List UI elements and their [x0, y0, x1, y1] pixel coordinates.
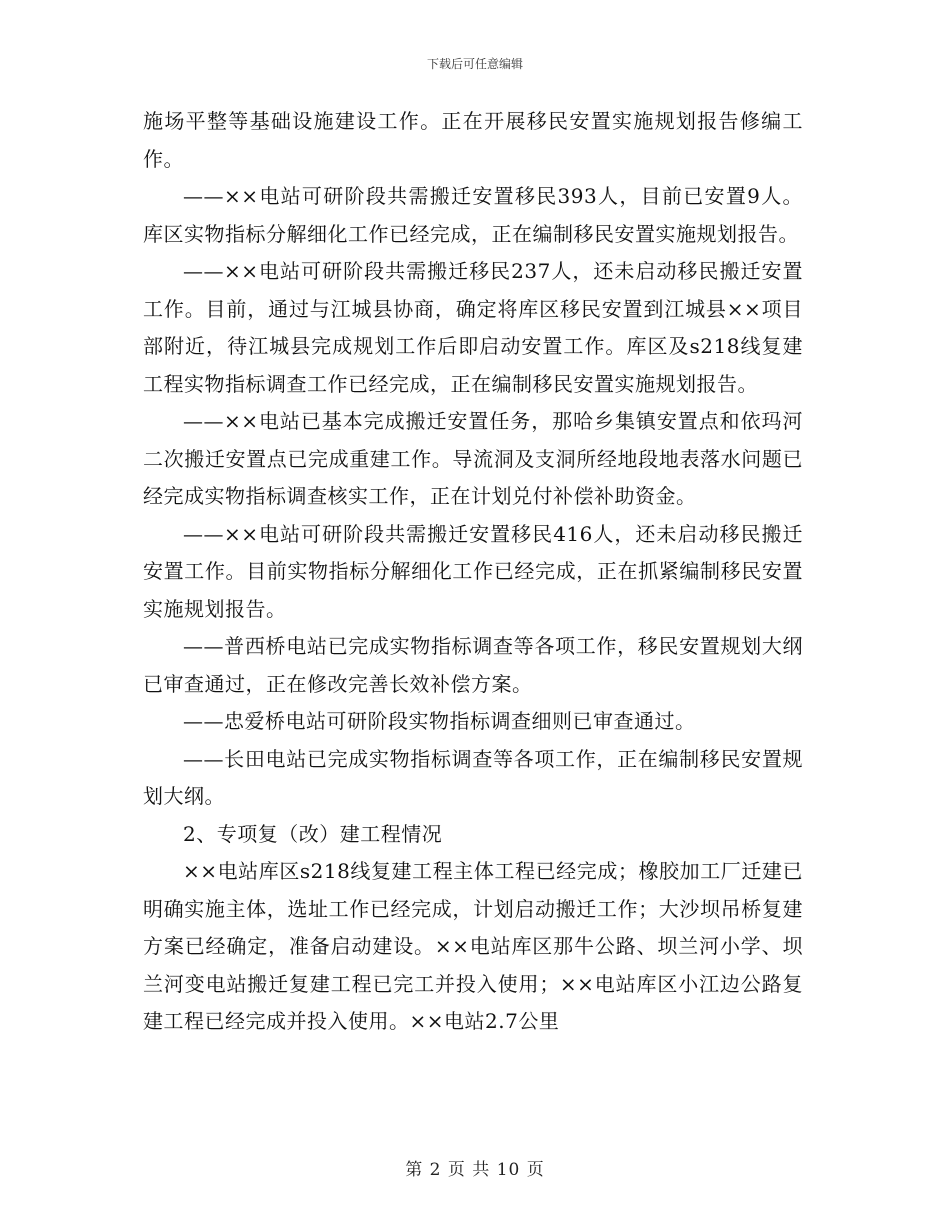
paragraph-8: ——长田电站已完成实物指标调查等各项工作，正在编制移民安置规划大纲。: [143, 746, 803, 808]
section-heading: 2、专项复（改）建工程情况: [183, 821, 443, 846]
paragraph-5: ——××电站可研阶段共需搬迁安置移民416人，还未启动移民搬迁安置工作。目前实物指标分解细化工作已经完成，正在抓紧编制移民安置实施规划报告。: [143, 521, 803, 621]
paragraph-7: ——忠爱桥电站可研阶段实物指标调查细则已审查通过。: [183, 709, 696, 733]
page-footer: 第 2 页 共 10 页: [405, 1160, 545, 1180]
paragraph-1: 施场平整等基础设施建设工作。正在开展移民安置实施规划报告修编工作。: [143, 109, 803, 171]
paragraph-3: ——××电站可研阶段共需搬迁移民237人，还未启动移民搬迁安置工作。目前，通过与江城县协商，确定将库区移民安置到江城县××项目部附近，待江城县完成规划工作后即启动安置工作。库区及s218线复建工程实物指标调查工作已经完成，正在编制移民安置实施规划报告。: [143, 259, 803, 396]
page-header: 下载后可任意编辑: [426, 57, 523, 71]
document-body: [143, 103, 803, 1041]
paragraph-4: ——××电站已基本完成搬迁安置任务，那哈乡集镇安置点和依玛河二次搬迁安置点已完成重建工作。导流洞及支洞所经地段地表落水问题已经完成实物指标调查核实工作，正在计划兑付补偿补助资金。: [143, 409, 803, 508]
paragraph-10: ××电站库区s218线复建工程主体工程已经完成；橡胶加工厂迁建已明确实施主体，选址工作已经完成，计划启动搬迁工作；大沙坝吊桥复建方案已经确定，准备启动建设。××电站库区那牛公路、坝兰河小学、坝兰河变电站搬迁复建工程已完工并投入使用；××电站库区小江边公路复建工程已经完成并投入使用。××电站2.7公里: [143, 859, 803, 1033]
paragraph-2: ——××电站可研阶段共需搬迁安置移民393人，目前已安置9人。库区实物指标分解细化工作已经完成，正在编制移民安置实施规划报告。: [143, 184, 803, 246]
paragraph-6: ——普西桥电站已完成实物指标调查等各项工作，移民安置规划大纲已审查通过，正在修改完善长效补偿方案。: [143, 634, 803, 696]
